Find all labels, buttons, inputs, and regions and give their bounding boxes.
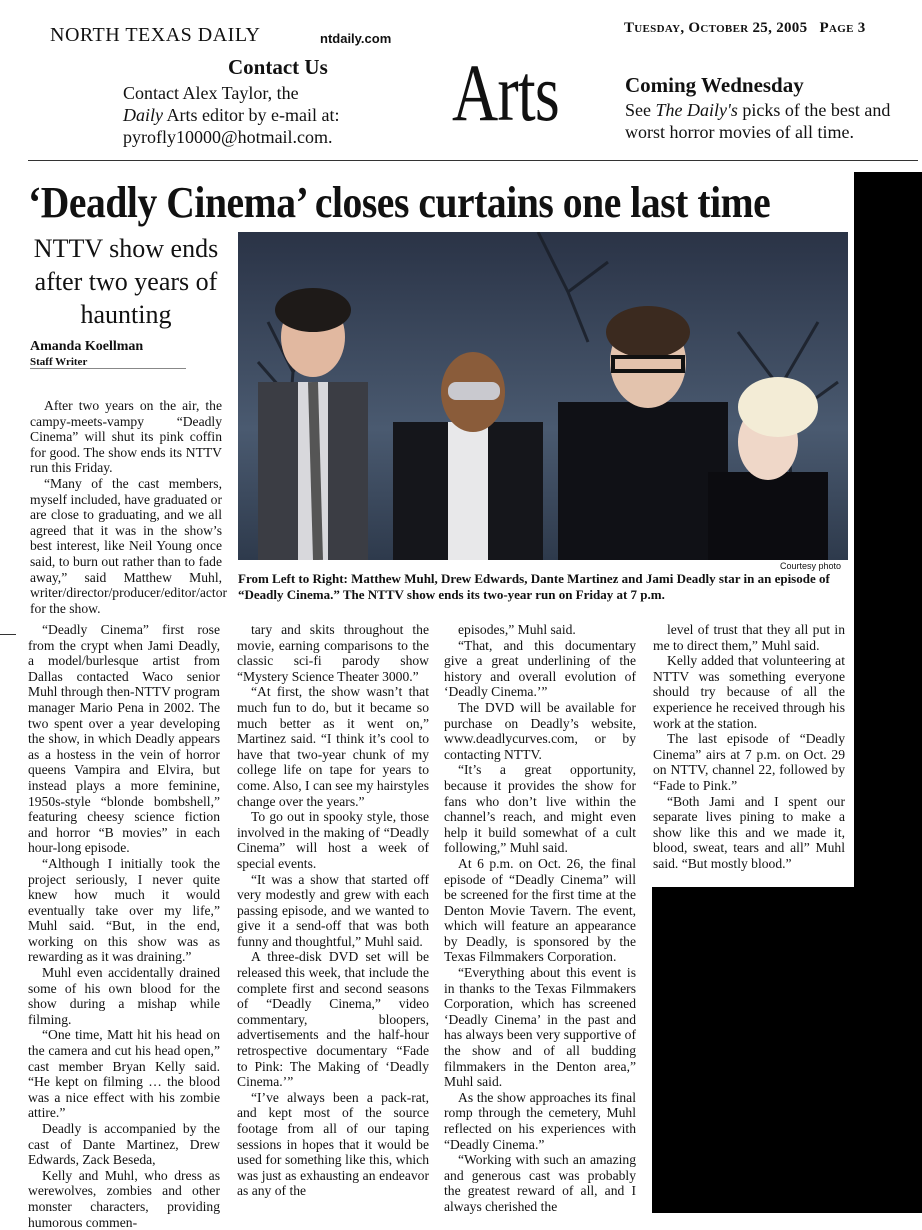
scan-edge-right	[854, 172, 922, 887]
paper-name: NORTH TEXAS DAILY	[50, 24, 261, 46]
paragraph: “Deadly Cinema” first rose from the crypt when Jami Deadly, a model/burlesque artist from Dallas contacted Waco senior Muhl through then-NTTV program manager Mario Pena in 2002. The two spent over a year developing the show, in which Deadly appears as a hostess in the vein of horror queens Vampira and Elvira, but instead plays a more feminine, 1950s-style “blonde bombshell,” featuring cheesy science fiction and horror “B movies” in each hour-long episode.	[28, 622, 220, 856]
column-1	[28, 622, 220, 1230]
paragraph: “Everything about this event is in thanks to the Texas Filmmakers Corporation, which has screened ‘Deadly Cinema’ in the past and has always been very supportive of the show and of all budding filmmakers in the Denton area,” Muhl said.	[444, 965, 636, 1090]
paragraph: “Both Jami and I spent our separate lives pining to make a show like this and we made it, blood, sweat, tears and all” Muhl said. “But mostly blood.”	[653, 793, 845, 871]
coming-line-1	[625, 99, 922, 121]
paragraph: “It’s a great opportunity, because it provides the show for fans who don’t live within the channel’s reach, and might even help it build somewhat of a cult following,” Muhl said.	[444, 762, 636, 856]
paragraph: “I’ve always been a pack-rat, and kept most of the source footage from all of our taping sessions in hopes that it would be used for something like this, which was just as exhausting an endeavor as any of the	[237, 1089, 429, 1199]
column-3	[444, 622, 636, 1215]
scan-edge-bottom	[652, 887, 922, 1213]
paragraph: The DVD will be available for purchase on Deadly’s website, www.deadlycurves.com, or by contacting NTTV.	[444, 699, 636, 762]
coming-heading: Coming Wednesday	[625, 73, 804, 97]
photo-credit: Courtesy photo	[780, 561, 842, 571]
paragraph: level of trust that they all put in me to direct them,” Muhl said.	[653, 622, 845, 653]
byline-role: Staff Writer	[30, 356, 88, 368]
paragraph: After two years on the air, the campy-meets-vampy “Deadly Cinema” will shut its pink coffin for good. The show ends its NTTV run this Friday.	[30, 398, 222, 476]
paragraph: Muhl even accidentally drained some of his own blood for the show during a mishap while filming.	[28, 965, 220, 1027]
paragraph: “That, and this documentary give a great underlining of the history and overall evolution of ‘Deadly Cinema.’”	[444, 637, 636, 700]
paragraph: “One time, Matt hit his head on the camera and cut his head open,” cast member Bryan Kelly said. “He kept on filming … the blood was a nice effect with his zombie attire.”	[28, 1027, 220, 1121]
article-photo	[238, 232, 848, 560]
coming-post: picks of the best and	[737, 100, 891, 120]
paragraph: Kelly added that volunteering at NTTV was something everyone should try because of all the experience he received through his work at the station.	[653, 653, 845, 731]
paragraph: At 6 p.m. on Oct. 26, the final episode of “Deadly Cinema” will be screened for the first time at the Denton Movie Tavern. The event, which will feature an appearance by Deadly, is sponsored by the Texas Filmmakers Corporation.	[444, 855, 636, 965]
paragraph: “At first, the show wasn’t that much fun to do, but it became so much better as it went on,” Martinez said. “I think it’s cool to have that two-year chunk of my college life on tape for years to come. Also, I can see my hairstyles change over the years.”	[237, 684, 429, 809]
paragraph: “Although I initially took the project seriously, I never quite knew how much it would eventually take over my life,” Muhl said. “But, in the end, working on this show was as rewarding as it was draining.”	[28, 855, 220, 965]
coming-text	[625, 99, 922, 143]
paragraph: As the show approaches its final romp through the cemetery, Muhl reflected on his experiences with “Deadly Cinema.”	[444, 1089, 636, 1152]
paragraph: Kelly and Muhl, who dress as werewolves, zombies and other monster characters, providing humorous commen-	[28, 1167, 220, 1230]
contact-daily: Daily	[123, 105, 163, 125]
paragraph: “It was a show that started off very modestly and grew with each passing episode, and we wanted to give it a send-off that was both funny and thoughtful,” Muhl said.	[237, 871, 429, 949]
dateline: Tuesday, October 25, 2005 Page 3	[624, 20, 866, 36]
column-2	[237, 622, 429, 1199]
paragraph: episodes,” Muhl said.	[458, 622, 576, 637]
byline-author: Amanda Koellman	[30, 339, 144, 354]
coming-pre: See	[625, 100, 656, 120]
coming-em: The Daily's	[655, 100, 738, 120]
paragraph: “Working with such an amazing and generous cast was probably the greatest reward of all, and I always cherished the	[444, 1152, 636, 1214]
contact-line-2-rest: Arts editor by e-mail at:	[163, 105, 340, 125]
photo-illustration	[238, 232, 848, 560]
paragraph: The last episode of “Deadly Cinema” airs at 7 p.m. on Oct. 29 on NTTV, channel 22, followed by “Fade to Pink.”	[653, 731, 845, 793]
site-url[interactable]: ntdaily.com	[320, 31, 392, 46]
section-title: Arts	[452, 47, 560, 138]
contact-email[interactable]: pyrofly10000@hotmail.com.	[123, 127, 333, 147]
column-4	[653, 622, 845, 872]
contact-line-2	[123, 104, 403, 126]
masthead-rule	[28, 160, 918, 161]
contact-text	[123, 82, 403, 148]
byline-rule	[30, 368, 186, 369]
paragraph: To go out in spooky style, those involved in the making of “Deadly Cinema” will host a week of special events.	[237, 809, 429, 871]
contact-line-1: Contact Alex Taylor, the	[123, 83, 299, 103]
contact-heading: Contact Us	[228, 55, 328, 79]
paragraph: Deadly is accompanied by the cast of Dante Martinez, Drew Edwards, Zack Beseda,	[28, 1121, 220, 1168]
photo-caption: From Left to Right: Matthew Muhl, Drew Edwards, Dante Martinez and Jami Deadly star in an episode of “Deadly Cinema.” The NTTV show ends its two-year run on Friday at 7 p.m.	[238, 571, 830, 602]
paragraph: A three-disk DVD set will be released this week, that include the complete first and second seasons of “Deadly Cinema,” video commentary, bloopers, advertisements and the half-hour retrospective documentary “Fade to Pink: The Making of ‘Deadly Cinema.’”	[237, 949, 429, 1090]
coming-line-2: worst horror movies of all time.	[625, 122, 854, 142]
column-1-top	[30, 398, 228, 616]
paragraph: “Many of the cast members, myself included, have graduated or are close to graduating, and we all agreed that it was in the show’s best interest, like Neil Young once said, to burn out rather than to fade away,” said Matthew Muhl, writer/director/producer/editor/actor for the show.	[30, 475, 228, 616]
paragraph: tary and skits throughout the movie, earning comparisons to the classic sci-fi parody show “Mystery Science Theater 3000.”	[237, 622, 429, 684]
article-deck: NTTV show ends after two years of haunting	[33, 234, 219, 329]
article-headline: ‘Deadly Cinema’ closes curtains one last time	[28, 178, 771, 227]
margin-mark	[0, 634, 16, 635]
